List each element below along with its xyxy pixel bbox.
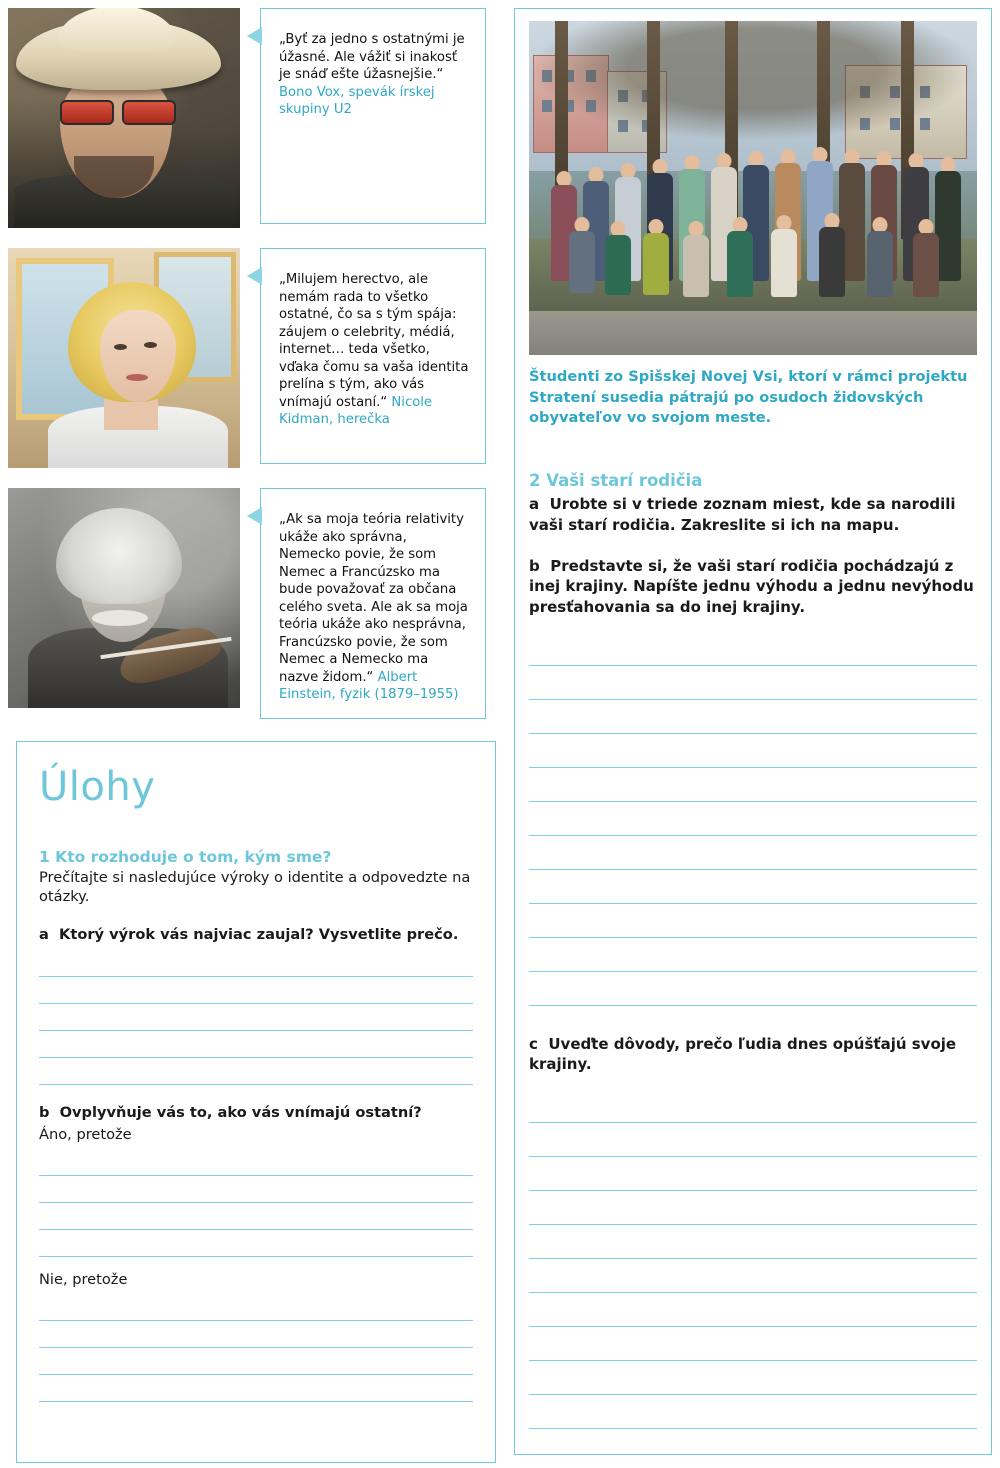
answer-line[interactable] — [529, 870, 977, 904]
task2-c-label: c — [529, 1034, 538, 1053]
task1-intro: Prečítajte si nasledujúce výroky o identite a odpovedzte na otázky. — [39, 869, 471, 906]
quote-attribution: Albert Einstein, fyzik (1879–1955) — [279, 669, 459, 703]
task2-b-answer-lines[interactable] — [529, 632, 977, 1006]
answer-line[interactable] — [39, 1149, 473, 1176]
task1-b-no-label: Nie, pretože — [39, 1271, 128, 1288]
answer-line[interactable] — [39, 977, 473, 1004]
answer-line[interactable] — [529, 1259, 977, 1293]
task2-c — [529, 1034, 977, 1075]
portrait-nicole-kidman — [8, 248, 240, 468]
exercises-panel — [16, 741, 496, 1463]
speech-pointer-icon — [247, 27, 262, 45]
answer-line[interactable] — [529, 1327, 977, 1361]
task1-a-text: Ktorý výrok vás najviac zaujal? Vysvetlite prečo. — [59, 925, 459, 943]
task2-c-text: Uveďte dôvody, prečo ľudia dnes opúšťajú svoje krajiny. — [529, 1034, 957, 1074]
speech-pointer-icon — [247, 507, 262, 525]
answer-line[interactable] — [529, 1123, 977, 1157]
answer-line[interactable] — [39, 1058, 473, 1085]
answer-line[interactable] — [39, 1348, 473, 1375]
quote-box-kidman — [260, 248, 486, 464]
quote-block-bono — [8, 8, 488, 236]
task2-a-label: a — [529, 495, 540, 514]
photo-caption: Študenti zo Spišskej Novej Vsi, ktorí v rámci projektu Stratení susedia pátrajú po osudoch židovských obyvateľov vo svojom meste. — [529, 368, 968, 427]
answer-line[interactable] — [529, 1395, 977, 1429]
task2-c-answer-lines[interactable] — [529, 1089, 977, 1429]
task1-b — [39, 1103, 473, 1122]
task2-b-text: Predstavte si, že vaši starí rodičia pochádzajú z inej krajiny. Napíšte jednu výhodu a jednu nevýhodu presťahovania sa do inej krajiny. — [529, 556, 974, 616]
answer-line[interactable] — [39, 1031, 473, 1058]
portrait-bono-vox — [8, 8, 240, 228]
quote-attribution: Nicole Kidman, herečka — [279, 394, 433, 428]
task1-b-label: b — [39, 1103, 50, 1121]
answer-line[interactable] — [529, 1293, 977, 1327]
answer-line[interactable] — [529, 1361, 977, 1395]
answer-line[interactable] — [529, 632, 977, 666]
quote-text: „Milujem herectvo, ale nemám rada to všetko ostatné, čo sa s tým spája: záujem o celebrity, médiá, internet… teda všetko, vďaka čomu sa vaša identita prelína s tým, ako vás vnímajú ostaní.“ — [279, 272, 469, 410]
answer-line[interactable] — [39, 1004, 473, 1031]
answer-line[interactable] — [39, 950, 473, 977]
task1-b-no-lines[interactable] — [39, 1294, 473, 1402]
task2-heading: 2 Vaši starí rodičia — [529, 471, 703, 491]
task1-b-yes-lines[interactable] — [39, 1149, 473, 1257]
answer-line[interactable] — [529, 666, 977, 700]
task2-b — [529, 556, 977, 618]
answer-line[interactable] — [529, 938, 977, 972]
quote-attribution: Bono Vox, spevák írskej skupiny U2 — [279, 84, 435, 118]
answer-line[interactable] — [529, 904, 977, 938]
task1-b-yes-label: Áno, pretože — [39, 1126, 132, 1143]
portrait-albert-einstein — [8, 488, 240, 708]
task2-b-label: b — [529, 556, 540, 575]
answer-line[interactable] — [529, 734, 977, 768]
speech-pointer-icon — [247, 267, 262, 285]
task2-a-text: Urobte si v triede zoznam miest, kde sa narodili vaši starí rodičia. Zakreslite si ich na mapu. — [529, 495, 956, 534]
quote-box-einstein — [260, 488, 486, 719]
answer-line[interactable] — [529, 802, 977, 836]
group-photo-students — [529, 21, 977, 355]
answer-line[interactable] — [529, 972, 977, 1006]
answer-line[interactable] — [529, 1225, 977, 1259]
answer-line[interactable] — [39, 1375, 473, 1402]
quote-box-bono — [260, 8, 486, 224]
answer-line[interactable] — [39, 1176, 473, 1203]
quote-block-einstein — [8, 488, 488, 716]
task1-b-text: Ovplyvňuje vás to, ako vás vnímajú ostatní? — [59, 1103, 422, 1121]
answer-line[interactable] — [529, 768, 977, 802]
quote-text: „Byť za jedno s ostatnými je úžasné. Ale vážiť si inakosť je snáď ešte úžasnejšie.“ — [279, 32, 465, 83]
task1-a-label: a — [39, 925, 49, 943]
answer-line[interactable] — [39, 1230, 473, 1257]
task1-a — [39, 925, 473, 944]
answer-line[interactable] — [529, 836, 977, 870]
answer-line[interactable] — [39, 1203, 473, 1230]
task2-a — [529, 494, 977, 535]
left-column — [8, 8, 488, 1288]
answer-line[interactable] — [529, 1157, 977, 1191]
task1-heading: 1 Kto rozhoduje o tom, kým sme? — [39, 848, 332, 866]
answer-line[interactable] — [529, 1089, 977, 1123]
answer-line[interactable] — [529, 700, 977, 734]
quote-block-kidman — [8, 248, 488, 476]
answer-line[interactable] — [39, 1294, 473, 1321]
task1-a-answer-lines[interactable] — [39, 950, 473, 1085]
right-column — [514, 8, 992, 1455]
answer-line[interactable] — [529, 1191, 977, 1225]
answer-line[interactable] — [39, 1321, 473, 1348]
page-title: Úlohy — [39, 764, 156, 810]
quote-text: „Ak sa moja teória relativity ukáže ako správna, Nemecko povie, že som Nemec a Francúzsko ma bude považovať za občana celého sveta. Ale ak sa moja teória ukáže ako nesprávna, Francúzsko povie, že som Nemec a Nemecko ma nazve židom.“ — [279, 512, 468, 685]
